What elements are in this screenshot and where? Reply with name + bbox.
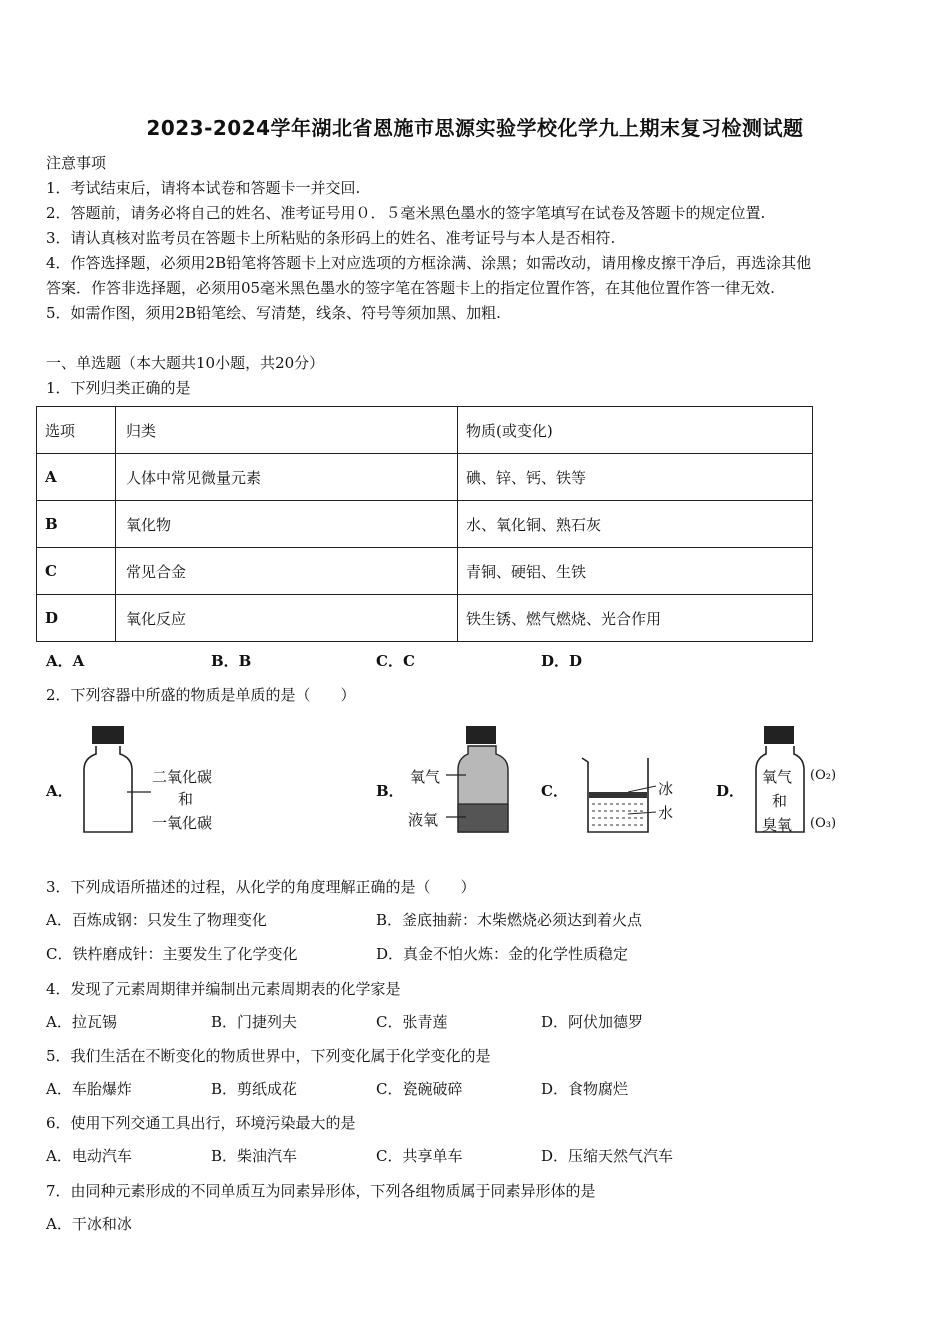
table-cell: B — [37, 501, 116, 548]
beaker-c-icon — [578, 754, 658, 836]
figure-c-label: 冰 — [658, 780, 674, 798]
table-cell: D — [37, 595, 116, 642]
q4-option-a: A．拉瓦锡 — [46, 1013, 117, 1031]
figure-b-label: 氧气 — [410, 768, 441, 786]
q5-option-b: B．剪纸成花 — [211, 1080, 298, 1098]
q1-option-d: D．D — [541, 652, 583, 670]
notice-item: 3．请认真核对监考员在答题卡上所粘贴的条形码上的姓名、准考证号与本人是否相符. — [46, 229, 616, 247]
table-header-cell: 选项 — [37, 407, 116, 454]
figure-c-label: 水 — [658, 804, 674, 822]
table-header-row — [37, 407, 813, 454]
table-cell: A — [37, 454, 116, 501]
q3-option-a: A．百炼成钢：只发生了物理变化 — [46, 911, 267, 929]
q3-option-b: B．釜底抽薪：木柴燃烧必须达到着火点 — [376, 911, 643, 929]
q1-stem: 1．下列归类正确的是 — [46, 379, 191, 397]
q6-option-a: A．电动汽车 — [46, 1147, 132, 1165]
figure-a-label: 和 — [178, 790, 194, 808]
table-cell: 氧化反应 — [116, 595, 458, 642]
q3-option-d: D．真金不怕火炼：金的化学性质稳定 — [376, 945, 629, 963]
q6-option-d: D．压缩天然气汽车 — [541, 1147, 674, 1165]
figure-a-label: 一氧化碳 — [152, 814, 213, 832]
pointer-line-icon — [127, 790, 153, 794]
q7-stem: 7．由同种元素形成的不同单质互为同素异形体，下列各组物质属于同素异形体的是 — [46, 1182, 596, 1200]
figure-a-label: 二氧化碳 — [152, 768, 213, 786]
q4-option-d: D．阿伏加德罗 — [541, 1013, 644, 1031]
table-cell: 青铜、硬铝、生铁 — [458, 548, 813, 595]
q5-stem: 5．我们生活在不断变化的物质世界中，下列变化属于化学变化的是 — [46, 1047, 491, 1065]
figure-d-label: 和 — [772, 792, 788, 810]
table-row — [37, 454, 813, 501]
page-title: 2023-2024学年湖北省恩施市思源实验学校化学九上期末复习检测试题 — [146, 116, 804, 140]
classification-table — [36, 406, 813, 642]
table-cell: 人体中常见微量元素 — [116, 454, 458, 501]
figure-d-formula: (O₂) — [810, 768, 837, 783]
notice-item: 4．作答选择题，必须用2B铅笔将答题卡上对应选项的方框涂满、涂黑；如需改动，请用橡皮擦干净后，再选涂其他 — [46, 254, 812, 272]
table-row — [37, 595, 813, 642]
q5-option-c: C．瓷碗破碎 — [376, 1080, 463, 1098]
table-cell: 铁生锈、燃气燃烧、光合作用 — [458, 595, 813, 642]
q6-stem: 6．使用下列交通工具出行，环境污染最大的是 — [46, 1114, 356, 1132]
figure-b-label: 液氧 — [408, 811, 439, 829]
figure-d-formula: (O₃) — [810, 816, 837, 831]
q5-option-a: A．车胎爆炸 — [46, 1080, 132, 1098]
notice-item: 答案．作答非选择题，必须用05毫米黑色墨水的签字笔在答题卡上的指定位置作答，在其他位置作答一律无效. — [46, 279, 775, 297]
table-cell: C — [37, 548, 116, 595]
q7-option-a: A．干冰和冰 — [46, 1215, 132, 1233]
q4-stem: 4．发现了元素周期律并编制出元素周期表的化学家是 — [46, 980, 401, 998]
q4-option-c: C．张青莲 — [376, 1013, 448, 1031]
table-row — [37, 548, 813, 595]
figure-d-label: 臭氧 — [762, 816, 793, 834]
table-row — [37, 501, 813, 548]
q2-stem: 2．下列容器中所盛的物质是单质的是（ ） — [46, 686, 356, 704]
notice-heading: 注意事项 — [46, 154, 107, 172]
notice-item: 1．考试结束后，请将本试卷和答题卡一并交回. — [46, 179, 361, 197]
table-cell: 碘、锌、钙、铁等 — [458, 454, 813, 501]
q5-option-d: D．食物腐烂 — [541, 1080, 629, 1098]
q1-option-b: B．B — [211, 652, 252, 670]
q3-stem: 3．下列成语所描述的过程，从化学的角度理解正确的是（ ） — [46, 878, 476, 896]
section-heading: 一、单选题（本大题共10小题，共20分） — [46, 354, 325, 372]
notice-item: 2．答题前，请务必将自己的姓名、准考证号用０．５毫米黑色墨水的签字笔填写在试卷及答题卡的规定位置. — [46, 204, 766, 222]
q2-figure-b-letter: B． — [376, 782, 404, 800]
table-header-cell: 归类 — [116, 407, 458, 454]
q3-option-c: C．铁杵磨成针：主要发生了化学变化 — [46, 945, 298, 963]
q1-option-c: C．C — [376, 652, 415, 670]
table-cell: 氧化物 — [116, 501, 458, 548]
q6-option-c: C．共享单车 — [376, 1147, 463, 1165]
table-cell: 常见合金 — [116, 548, 458, 595]
q2-figure-a-letter: A． — [46, 782, 73, 800]
q6-option-b: B．柴油汽车 — [211, 1147, 298, 1165]
q2-figure-c-letter: C． — [541, 782, 568, 800]
bottle-b-icon — [446, 722, 516, 836]
table-header-cell: 物质(或变化) — [458, 407, 813, 454]
q1-option-a: A．A — [46, 652, 85, 670]
bottle-a-icon — [78, 722, 138, 836]
table-cell: 水、氧化铜、熟石灰 — [458, 501, 813, 548]
q4-option-b: B．门捷列夫 — [211, 1013, 298, 1031]
figure-d-label: 氧气 — [762, 768, 793, 786]
notice-item: 5．如需作图，须用2B铅笔绘、写清楚，线条、符号等须加黑、加粗. — [46, 304, 501, 322]
q2-figure-d-letter: D． — [716, 782, 745, 800]
